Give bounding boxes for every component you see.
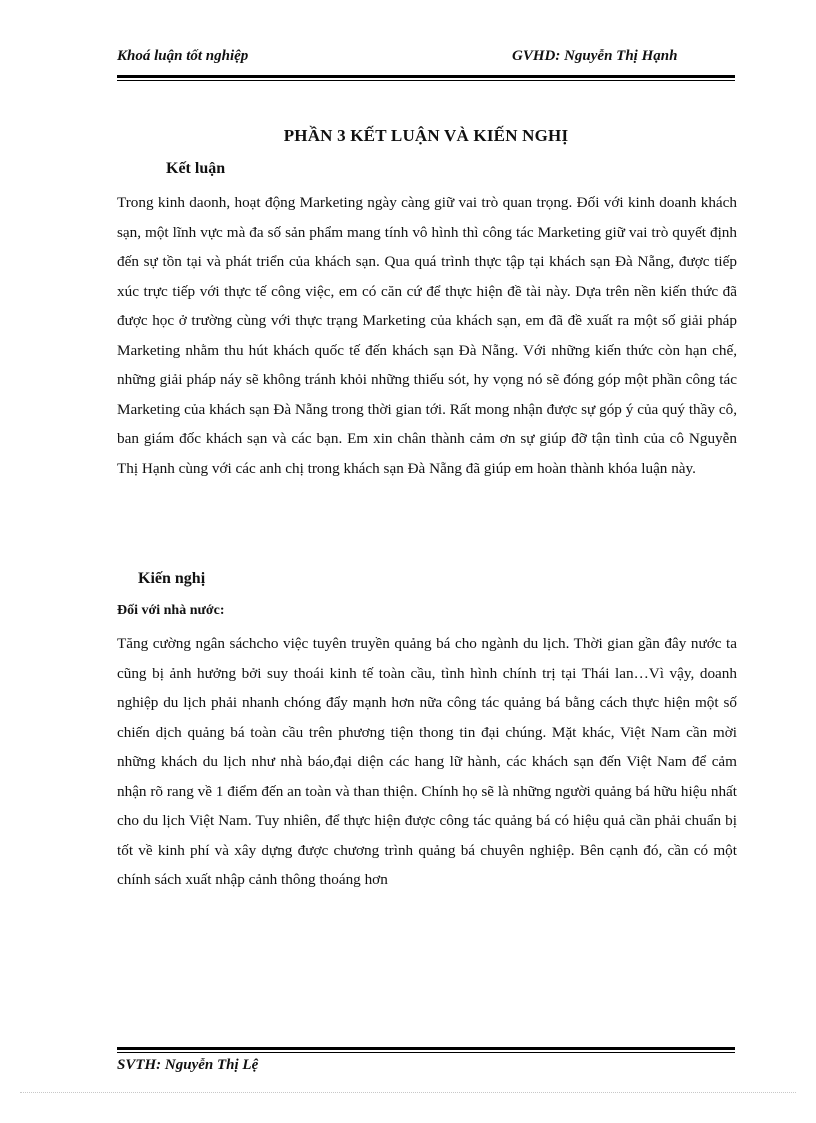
header-thesis-label: Khoá luận tốt nghiệp <box>117 48 249 64</box>
header-advisor-label: GVHD: Nguyễn Thị Hạnh <box>512 48 678 64</box>
recommendation-subheading: Đối với nhà nước: <box>117 603 225 618</box>
page-title: PHẦN 3 KẾT LUẬN VÀ KIẾN NGHỊ <box>283 126 569 145</box>
page-header <box>117 48 735 70</box>
footer-divider <box>117 1047 735 1053</box>
conclusion-heading: Kết luận <box>166 160 226 177</box>
recommendation-heading: Kiến nghị <box>138 570 206 587</box>
conclusion-paragraph: Trong kinh daonh, hoạt động Marketing ngày càng giữ vai trò quan trọng. Đối với kinh doanh khách sạn, một lĩnh vực mà đa số sản phẩm mang tính vô hình thì công tác Marketing giữ vai trò quyết định đến sự tồn tại và phát triển của khách sạn. Qua quá trình thực tập tại khách sạn Đà Nẵng, được tiếp xúc trực tiếp với thực tế công việc, em có căn cứ để thực hiện đề tài này. Dựa trên nền kiến thức đã được học ở trường cùng với thực trạng Marketing của khách sạn, em đã đề xuất ra một số giải pháp Marketing nhằm thu hút khách quốc tế đến khách sạn Đà Nẵng. Với những kiến thức còn hạn chế, những giải pháp náy sẽ không tránh khỏi những thiếu sót, hy vọng nó sẽ đóng góp một phần công tác Marketing của khách sạn Đà Nẵng trong thời gian tới. Rất mong nhận được sự góp ý của quý thầy cô, ban giám đốc khách sạn và các bạn. Em xin chân thành cảm ơn sự giúp đỡ tận tình của cô Nguyễn Thị Hạnh cùng với các anh chị trong khách sạn Đà Nẵng đã giúp em hoàn thành khóa luận này. <box>117 194 737 477</box>
page-footer: SVTH: Nguyễn Thị Lệ <box>117 1057 259 1073</box>
header-divider <box>117 75 735 81</box>
page-edge-dotted-line <box>20 1092 796 1093</box>
recommendation-paragraph: Tăng cường ngân sáchcho việc tuyên truyền quảng bá cho ngành du lịch. Thời gian gần đây nước ta cũng bị ảnh hưởng bởi suy thoái kinh tế toàn cầu, tình hình chính trị tại Thái lan…Vì vậy, doanh nghiệp du lịch phải nhanh chóng đẩy mạnh hơn nữa công tác quảng bá bằng cách thực hiện một số chiến dịch quảng bá toàn cầu trên phương tiện thong tin đại chúng. Mặt khác, Việt Nam cần mời những khách du lịch như nhà báo,đại diện các hang lữ hành, các khách sạn đến Việt Nam để cảm nhận rõ rang về 1 điểm đến an toàn và than thiện. Chính họ sẽ là những người quảng bá hữu hiệu nhất cho du lịch Việt Nam. Tuy nhiên, để thực hiện được công tác quảng bá có hiệu quả cần phải chuẩn bị tốt về kinh phí và xây dựng được chương trình quảng bá chuyên nghiệp. Bên cạnh đó, cần có một chính sách xuất nhập cảnh thông thoáng hơn <box>117 635 737 888</box>
